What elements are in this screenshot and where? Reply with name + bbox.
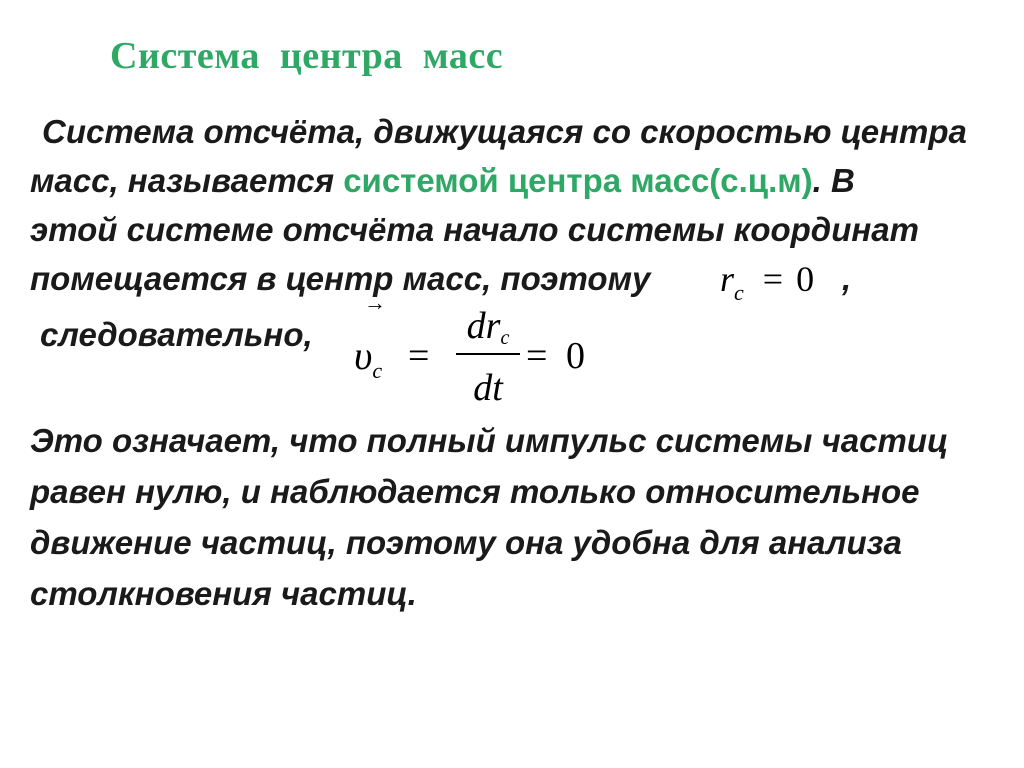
eq2-num-sub: c (500, 327, 510, 349)
body-line-3: этой системе отсчёта начало системы координат (30, 211, 919, 248)
eq2-equals-1: = (408, 335, 430, 377)
eq1-equals: = (762, 259, 784, 299)
slide-title: Система центра масс (110, 35, 504, 77)
eq2-denominator (456, 366, 520, 410)
body-line-1: Система отсчёта, движущаяся со скоростью центра (42, 113, 967, 150)
body-line-2-end: . В (812, 162, 855, 199)
vector-arrow-icon: → (364, 290, 386, 315)
eq1-sub: c (734, 280, 744, 305)
term-center-of-mass-system: системой центра масс(с.ц.м) (343, 162, 813, 199)
body-line-5: следовательно, (40, 316, 313, 353)
body-line-7: равен нулю, и наблюдается только относительное (30, 473, 920, 510)
body-line-4-comma: , (842, 260, 852, 297)
body-line-6: Это означает, что полный импульс системы частиц (30, 422, 949, 459)
eq1-rhs: 0 (796, 259, 815, 299)
eq2-den: dt (473, 367, 503, 409)
eq2-sub: c (372, 358, 383, 383)
body-line-9: столкновения частиц. (30, 575, 417, 612)
equation-rc-zero (720, 258, 815, 305)
body-line-4: помещается в центр масс, поэтому (30, 260, 651, 297)
body-line-2 (30, 162, 855, 200)
eq2-lhs (354, 332, 383, 383)
eq2-numerator (456, 304, 520, 348)
eq2-var: υ (354, 333, 373, 378)
eq1-var: r (720, 259, 735, 299)
body-line-2-start: масс, называется (30, 162, 344, 199)
eq2-rhs: 0 (566, 335, 585, 377)
eq2-fraction (456, 304, 520, 414)
fraction-bar (456, 353, 520, 355)
eq2-num-d: dr (466, 305, 501, 347)
body-line-8: движение частиц, поэтому она удобна для анализа (30, 524, 902, 561)
eq2-equals-2: = (526, 335, 548, 377)
